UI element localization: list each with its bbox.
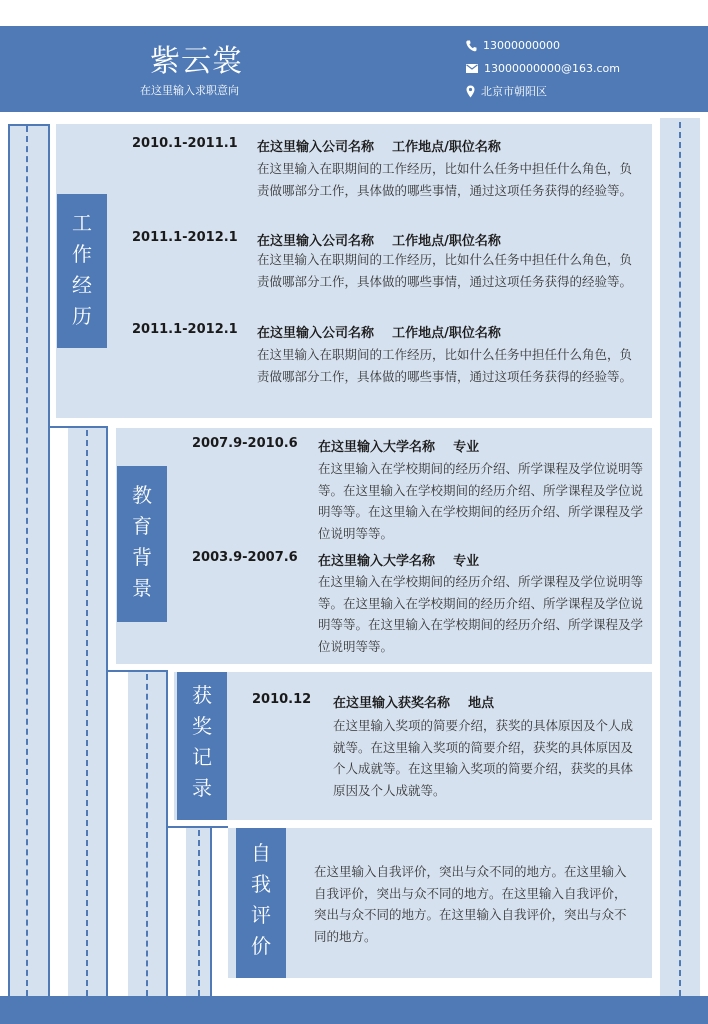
work-entry-desc: 在这里输入在职期间的工作经历，比如什么任务中担任什么角色，负责做哪部分工作，具体做的哪些事情，通过这项任务获得的经验等。 xyxy=(257,252,633,289)
work-section-title xyxy=(57,194,107,348)
step3-dash-line xyxy=(146,674,148,996)
title-char: 录 xyxy=(192,776,212,800)
title-char: 经 xyxy=(72,273,92,297)
contact-email xyxy=(466,62,620,75)
step4-top-line xyxy=(166,826,228,828)
title-char: 自 xyxy=(251,841,271,865)
step3-edge-line xyxy=(166,670,168,996)
mail-icon xyxy=(466,64,478,73)
work-entry-title: 在这里输入公司名称 工作地点/职位名称 xyxy=(257,234,501,249)
awards-section-title xyxy=(177,672,227,820)
self-evaluation-section-title xyxy=(236,828,286,978)
title-char: 作 xyxy=(72,242,92,266)
education-section-title xyxy=(117,466,167,622)
title-char: 我 xyxy=(251,872,271,896)
left-inner-line xyxy=(48,124,50,996)
job-intent: 在这里输入求职意向 xyxy=(140,84,239,97)
work-entry-date: 2011.1-2012.1 xyxy=(132,322,238,337)
step4-dash-line xyxy=(198,830,200,996)
award-entry-date: 2010.12 xyxy=(252,692,312,707)
title-char: 评 xyxy=(251,903,271,927)
left-dash-line xyxy=(26,126,28,996)
step3-stripe xyxy=(128,672,168,996)
step2-top-line xyxy=(48,426,108,428)
step2-stripe xyxy=(68,428,108,996)
work-entry-date: 2010.1-2011.1 xyxy=(132,136,238,151)
title-char: 记 xyxy=(192,745,212,769)
phone-icon xyxy=(466,40,477,52)
left-stripe xyxy=(8,124,50,996)
title-char: 价 xyxy=(251,934,271,958)
email-text: 13000000000@163.com xyxy=(484,62,620,75)
title-char: 背 xyxy=(132,545,152,569)
work-entry-desc: 在这里输入在职期间的工作经历，比如什么任务中担任什么角色，负责做哪部分工作，具体做的哪些事情，通过这项任务获得的经验等。 xyxy=(257,347,633,384)
footer-bar xyxy=(0,996,708,1024)
location-pin-icon xyxy=(466,85,475,98)
self-evaluation-desc: 在这里输入自我评价，突出与众不同的地方。在这里输入自我评价，突出与众不同的地方。在这里输入自我评价，突出与众不同的地方。在这里输入自我评价，突出与众不同的地方。 xyxy=(314,864,627,944)
left-top-line xyxy=(8,124,50,126)
title-char: 景 xyxy=(132,576,152,600)
step2-edge-line xyxy=(106,426,108,996)
education-entry-title: 在这里输入大学名称 专业 xyxy=(318,440,480,455)
title-char: 获 xyxy=(192,683,212,707)
education-entry-desc: 在这里输入在学校期间的经历介绍、所学课程及学位说明等等。在这里输入在学校期间的经历介绍、所学课程及学位说明等等。在这里输入在学校期间的经历介绍、所学课程及学位说明等等。 xyxy=(318,574,644,654)
title-char: 教 xyxy=(132,483,152,507)
step3-top-line xyxy=(106,670,166,672)
work-entry-desc: 在这里输入在职期间的工作经历，比如什么任务中担任什么角色，负责做哪部分工作，具体做的哪些事情，通过这项任务获得的经验等。 xyxy=(257,161,633,198)
title-char: 历 xyxy=(72,304,92,328)
step2-dash-line xyxy=(86,430,88,996)
education-entry-title: 在这里输入大学名称 专业 xyxy=(318,554,480,569)
education-entry-date: 2007.9-2010.6 xyxy=(192,436,298,451)
right-dash-line xyxy=(679,122,681,996)
contact-address xyxy=(466,83,547,99)
address-text: 北京市朝阳区 xyxy=(481,85,547,98)
work-entry-title: 在这里输入公司名称 工作地点/职位名称 xyxy=(257,326,501,341)
phone-text: 13000000000 xyxy=(483,39,560,52)
title-char: 工 xyxy=(72,211,92,235)
award-entry-desc: 在这里输入奖项的简要介绍，获奖的具体原因及个人成就等。在这里输入奖项的简要介绍，获奖的具体原因及个人成就等。在这里输入奖项的简要介绍，获奖的具体原因及个人成就等。 xyxy=(333,718,634,798)
left-edge-line xyxy=(8,124,10,996)
title-char: 育 xyxy=(132,514,152,538)
step4-edge-line xyxy=(210,826,212,996)
award-entry-title: 在这里输入获奖名称 地点 xyxy=(333,696,495,711)
work-entry-title: 在这里输入公司名称 工作地点/职位名称 xyxy=(257,140,501,155)
candidate-name: 紫云裳 xyxy=(150,44,243,79)
education-entry-date: 2003.9-2007.6 xyxy=(192,550,298,565)
education-entry-desc: 在这里输入在学校期间的经历介绍、所学课程及学位说明等等。在这里输入在学校期间的经历介绍、所学课程及学位说明等等。在这里输入在学校期间的经历介绍、所学课程及学位说明等等。 xyxy=(318,461,644,541)
title-char: 奖 xyxy=(192,714,212,738)
contact-phone xyxy=(466,39,560,52)
work-entry-date: 2011.1-2012.1 xyxy=(132,230,238,245)
